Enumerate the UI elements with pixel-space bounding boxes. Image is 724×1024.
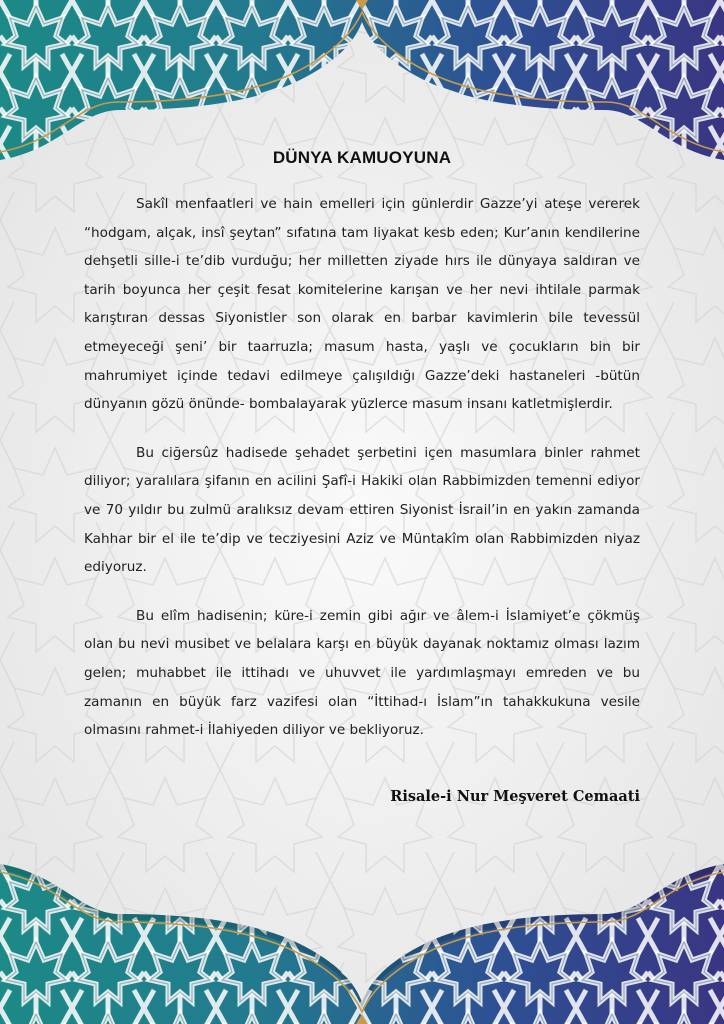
letter-body [84,140,640,745]
paragraph-3: Bu elîm hadisenin; küre-i zemin gibi ağır ve âlem-i İslamiyet’e çökmüş olan bu nevi musibet ve belalara karşı en büyük dayanak noktamız olması lazım gelen; muhabbet ile ittihadı ve uhuvvet ile yardımlaşmayı emreden ve bu zamanın en büyük farz vazifesi olan “İttihad-ı İslam”ın tahakkukuna vesile olmasını rahmet-i İlahiyeden diliyor ve bekliyoruz. [84,607,640,739]
paragraph-1: Sakîl menfaatleri ve hain emelleri için günlerdir Gazze’yi ateşe vererek “hodgam, alçak, insî şeytan” sıfatına tam liyakat kesb eden; Kur’anın kendilerine dehşetli sille-i te’dib vurduğu; her milletten ziyade hırs ile dünyaya saldıran ve tarih boyunca her çeşit fesat komitelerine karışan ve her nevi ihtilale parmak karıştıran dessas Siyonistler son olarak en barbar kavimlerin bile tevessül etmeyeceği şeni’ bir taarruzla; masum hasta, yaşlı ve çocukların bin bir mahrumiyet içinde tedavi edilmeye çalışıldığı Gazze’deki hastaneleri -bütün dünyanın gözü önünde- bombalayarak yüzlerce masum insanı katletmişlerdir. [84,196,640,413]
document-title: DÜNYA KAMUOYUNA [272,148,452,167]
paragraph-2: Bu ciğersûz hadisede şehadet şerbetini içen masumlara binler rahmet diliyor; yaralılara şifanın en acilini Şafî-i Hakiki olan Rabbimizden temenni ediyor ve 70 yıldır bu zulmü aralıksız devam ettiren Siyonist İsrail’in en yakın zamanda Kahhar bir el ile te’dip ve tecziyesini Aziz ve Müntakîm olan Rabbimizden niyaz ediyoruz. [84,444,640,576]
signature: Risale-i Nur Meşveret Cemaati [390,788,640,805]
